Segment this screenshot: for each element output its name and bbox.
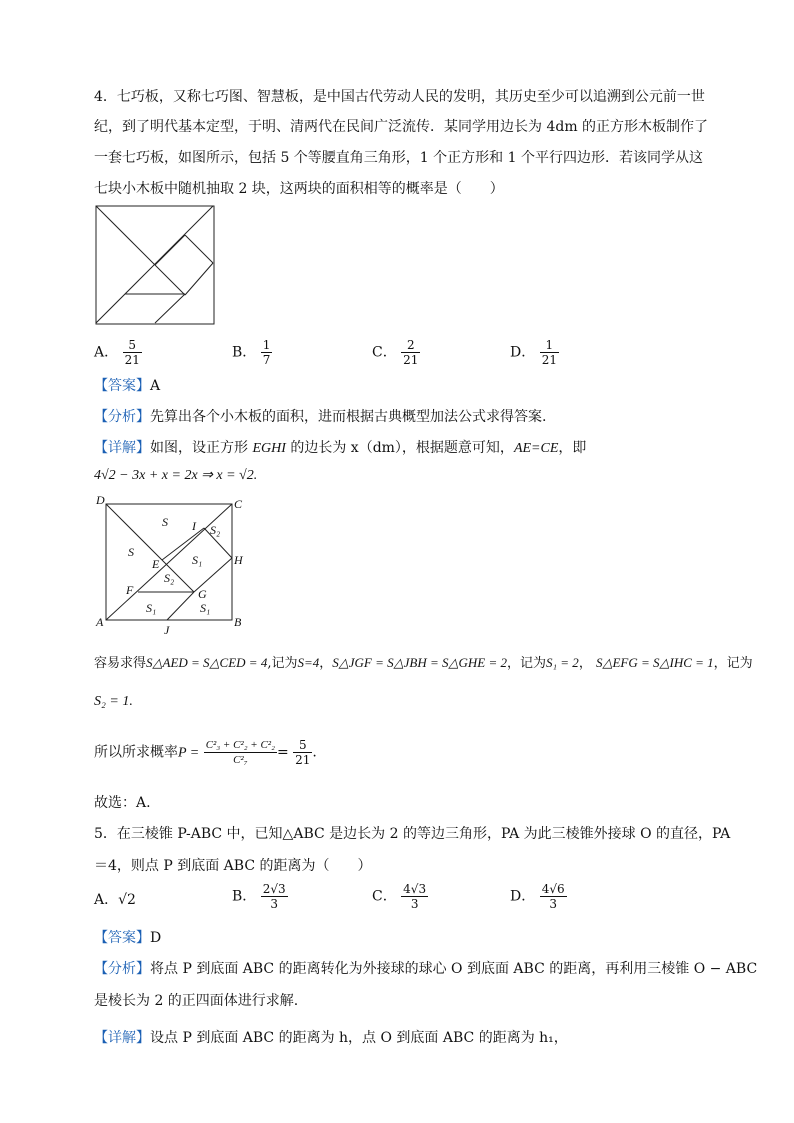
answer-tag: 【答案】 bbox=[94, 378, 150, 394]
answer-value: A bbox=[150, 378, 161, 394]
label-S1-bottom-left: S₁ bbox=[146, 601, 157, 615]
q5-line-2: ＝4，则点 P 到底面 ABC 的距离为（ ） bbox=[94, 858, 372, 874]
answer-tag: 【答案】 bbox=[94, 930, 150, 946]
label-G: G bbox=[198, 587, 207, 601]
q4-choose: 故选：A. bbox=[94, 795, 151, 811]
option-letter: B． bbox=[232, 344, 257, 361]
q4-line-1: 4．七巧板，又称七巧图、智慧板，是中国古代劳动人民的发明，其历史至少可以追溯到公元前一世 bbox=[94, 89, 705, 105]
analysis-text: 先算出各个小木板的面积，进而根据古典概型加法公式求得答案. bbox=[150, 409, 547, 425]
q5-line-1: 5．在三棱锥 P-ABC 中，已知△ABC 是边长为 2 的等边三角形，PA 为此三棱锥外接球 O 的直径，PA bbox=[94, 826, 731, 842]
detail-tag: 【详解】 bbox=[94, 1030, 150, 1046]
q4-detail: 【详解】如图，设正方形 EGHI 的边长为 x（dm），根据题意可知，AE=CE，即 bbox=[94, 440, 587, 456]
label-S1-bottom-right: S₁ bbox=[200, 601, 211, 615]
q5-analysis-1: 【分析】将点 P 到底面 ABC 的距离转化为外接球的球心 O 到底面 ABC 的距离，再利用三棱锥 O − ABC bbox=[94, 961, 758, 977]
q4-analysis bbox=[94, 406, 546, 426]
q5-analysis-2: 是棱长为 2 的正四面体进行求解. bbox=[94, 993, 299, 1009]
option-fraction: $\frac{1}{21}$ bbox=[541, 338, 557, 367]
analysis-tag: 【分析】 bbox=[94, 961, 150, 977]
label-E: E bbox=[152, 557, 160, 571]
analysis-tag: 【分析】 bbox=[94, 409, 150, 425]
label-J: J bbox=[164, 623, 170, 636]
q4-line-2: 纪，到了明代基本定型，于明、清两代在民间广泛流传．某同学用边长为 4dm 的正方形木板制作了 bbox=[94, 119, 709, 135]
label-S2-mid: S₂ bbox=[164, 571, 175, 585]
q4-area-line: 容易求得S△AED = S△CED = 4,记为S=4，S△JGF = S△JBH = S△GHE = 2，记为S₁ = 2， S△EFG = S△IHC = 1，记为 bbox=[94, 655, 753, 671]
labeled-tangram-figure bbox=[94, 494, 254, 636]
label-H: H bbox=[234, 553, 243, 567]
detail-tag: 【详解】 bbox=[94, 440, 150, 456]
q4-option-d[interactable] bbox=[510, 338, 559, 367]
option-text: √2 bbox=[118, 892, 136, 908]
q5-option-b[interactable] bbox=[232, 882, 288, 911]
q4-equation: 4√2 − 3x + x = 2x ⇒ x = √2. bbox=[94, 468, 258, 483]
q5-answer bbox=[94, 927, 161, 947]
label-S1-mid: S₁ bbox=[192, 553, 203, 567]
option-letter: C． bbox=[372, 344, 397, 361]
option-letter: B． bbox=[232, 888, 257, 905]
label-C: C bbox=[234, 497, 243, 511]
q4-line-4: 七块小木板中随机抽取 2 块，这两块的面积相等的概率是（ ） bbox=[94, 181, 504, 197]
label-A: A bbox=[96, 615, 104, 629]
q5-option-a[interactable] bbox=[94, 889, 136, 909]
label-D: D bbox=[96, 494, 105, 507]
tangram-figure bbox=[95, 205, 215, 325]
label-F: F bbox=[126, 583, 134, 597]
option-fraction: $\frac{4√6}{3}$ bbox=[541, 882, 565, 911]
q4-line-3: 一套七巧板，如图所示，包括 5 个等腰直角三角形，1 个正方形和 1 个平行四边形．若该同学从这 bbox=[94, 150, 703, 166]
option-fraction: $\frac{2}{21}$ bbox=[403, 338, 419, 367]
option-fraction: $\frac{2√3}{3}$ bbox=[262, 882, 286, 911]
option-letter: D． bbox=[510, 888, 536, 905]
option-letter: C． bbox=[372, 888, 397, 905]
q4-option-a[interactable] bbox=[94, 338, 142, 367]
option-fraction: $\frac{4√3}{3}$ bbox=[403, 882, 427, 911]
q4-s2-value: S₂ = 1. bbox=[94, 694, 133, 709]
option-letter: D． bbox=[510, 344, 536, 361]
label-S-left: S bbox=[128, 545, 134, 559]
q5-option-c[interactable] bbox=[372, 882, 428, 911]
option-fraction: $\frac{5}{21}$ bbox=[124, 338, 140, 367]
q4-answer bbox=[94, 375, 160, 395]
label-S-top: S bbox=[162, 515, 168, 529]
q4-option-c[interactable] bbox=[372, 338, 420, 367]
label-I: I bbox=[192, 519, 196, 533]
label-B: B bbox=[234, 615, 242, 629]
q4-option-b[interactable] bbox=[232, 338, 272, 367]
option-letter: A． bbox=[94, 892, 119, 908]
option-letter: A． bbox=[94, 344, 119, 361]
q5-detail: 【详解】设点 P 到底面 ABC 的距离为 h，点 O 到底面 ABC 的距离为 h₁， bbox=[94, 1030, 568, 1046]
label-S2-top: S₂ bbox=[210, 523, 221, 537]
option-fraction: $\frac{1}{7}$ bbox=[262, 338, 271, 367]
answer-value: D bbox=[150, 930, 162, 946]
q5-option-d[interactable] bbox=[510, 882, 567, 911]
q4-probability: 所以所求概率P = $\frac{\text{C²₃ + C²₂ + C²₂}}{\text{C²₇}}$ = $\frac{5}{21}$ . bbox=[94, 738, 317, 767]
